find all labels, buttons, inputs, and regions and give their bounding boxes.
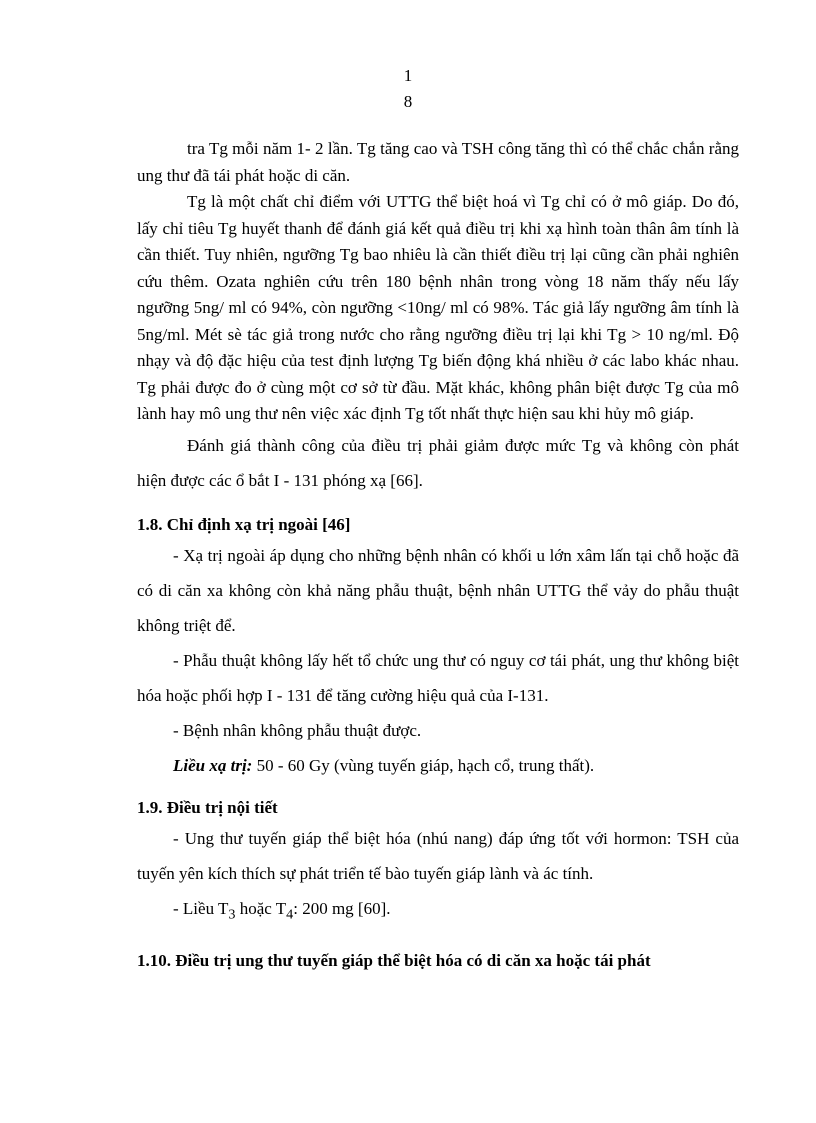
heading-1-8: 1.8. Chỉ định xạ trị ngoài [46] [137,514,351,534]
paragraph-treatment-success: Đánh giá thành công của điều trị phải giảm được mức Tg và không còn phát hiện được các ổ bắt I - 131 phóng xạ [66]. [137,435,739,490]
heading-1-9: 1.9. Điều trị nội tiết [137,797,278,817]
radiation-dose-text: 50 - 60 Gy (vùng tuyến giáp, hạch cổ, trung thất). [252,755,595,775]
heading-1-10: 1.10. Điều trị ung thư tuyến giáp thể biệt hóa có di căn xa hoặc tái phát [137,950,651,970]
dose-suffix: : 200 mg [60]. [293,898,391,918]
radiation-dose-line [137,748,739,783]
t3-subscript: 3 [228,905,236,922]
radiation-dose-label: Liều xạ trị: [173,755,253,775]
dose-prefix: - Liều T [173,898,229,918]
paragraph-tg-marker: Tg là một chất chỉ điểm với UTTG thể biệt hoá vì Tg chỉ có ở mô giáp. Do đó, lấy chỉ tiêu Tg huyết thanh để đánh giá kết quả điều trị khi xạ hình toàn thân âm tính là cần thiết. Tuy nhiên, ngưỡng Tg bao nhiêu là cần thiết điều trị lại cũng cần phải nghiên cứu thêm. Ozata nghiên cứu trên 180 bệnh nhân trong vòng 18 năm thấy nếu lấy ngưỡng 5ng/ ml có 94%, còn ngưỡng <10ng/ ml có 98%. Tác giả lấy ngưỡng âm tính là 5ng/ml. Mét sè tác giả trong nước cho rằng ngưỡng điều trị lại khi Tg > 10 ng/ml. Độ nhạy và độ đặc hiệu của test định lượng Tg biến động khá nhiều ở các labo khác nhau. Tg phải được đo ở cùng một cơ sở từ đầu. Mặt khác, không phân biệt được Tg của mô lành hay mô ung thư nên việc xác định Tg tốt nhất thực hiện sau khi hủy mô giáp. [137,192,739,423]
dose-mid: hoặc T [235,898,287,918]
page-number-line-1: 1 [403,66,413,85]
list-item-endocrine-1: - Ung thư tuyến giáp thể biệt hóa (nhú nang) đáp ứng tốt với hormon: TSH của tuyến yên kích thích sự phát triển tế bào tuyến giáp lành và ác tính. [137,828,739,883]
paragraph-tg-followup: tra Tg mỗi năm 1- 2 lần. Tg tăng cao và TSH công tăng thì có thể chắc chắn rằng ung thư đã tái phát hoặc di căn. [137,139,739,185]
list-item-external-radiation-3: - Bệnh nhân không phẫu thuật được. [173,720,422,740]
t4-subscript: 4 [286,905,294,922]
list-item-external-radiation-1: - Xạ trị ngoài áp dụng cho những bệnh nhân có khối u lớn xâm lấn tại chỗ hoặc đã có di căn xa không còn khả năng phẫu thuật, bệnh nhân UTTG thể vảy do phẫu thuật không triệt để. [137,545,739,635]
list-item-external-radiation-2: - Phẫu thuật không lấy hết tổ chức ung thư có nguy cơ tái phát, ung thư không biệt hóa hoặc phối hợp I - 131 để tăng cường hiệu quả của I-131. [137,650,739,705]
document-body [137,136,739,974]
page-number-line-2: 8 [403,92,413,111]
list-item-endocrine-2 [137,891,739,932]
